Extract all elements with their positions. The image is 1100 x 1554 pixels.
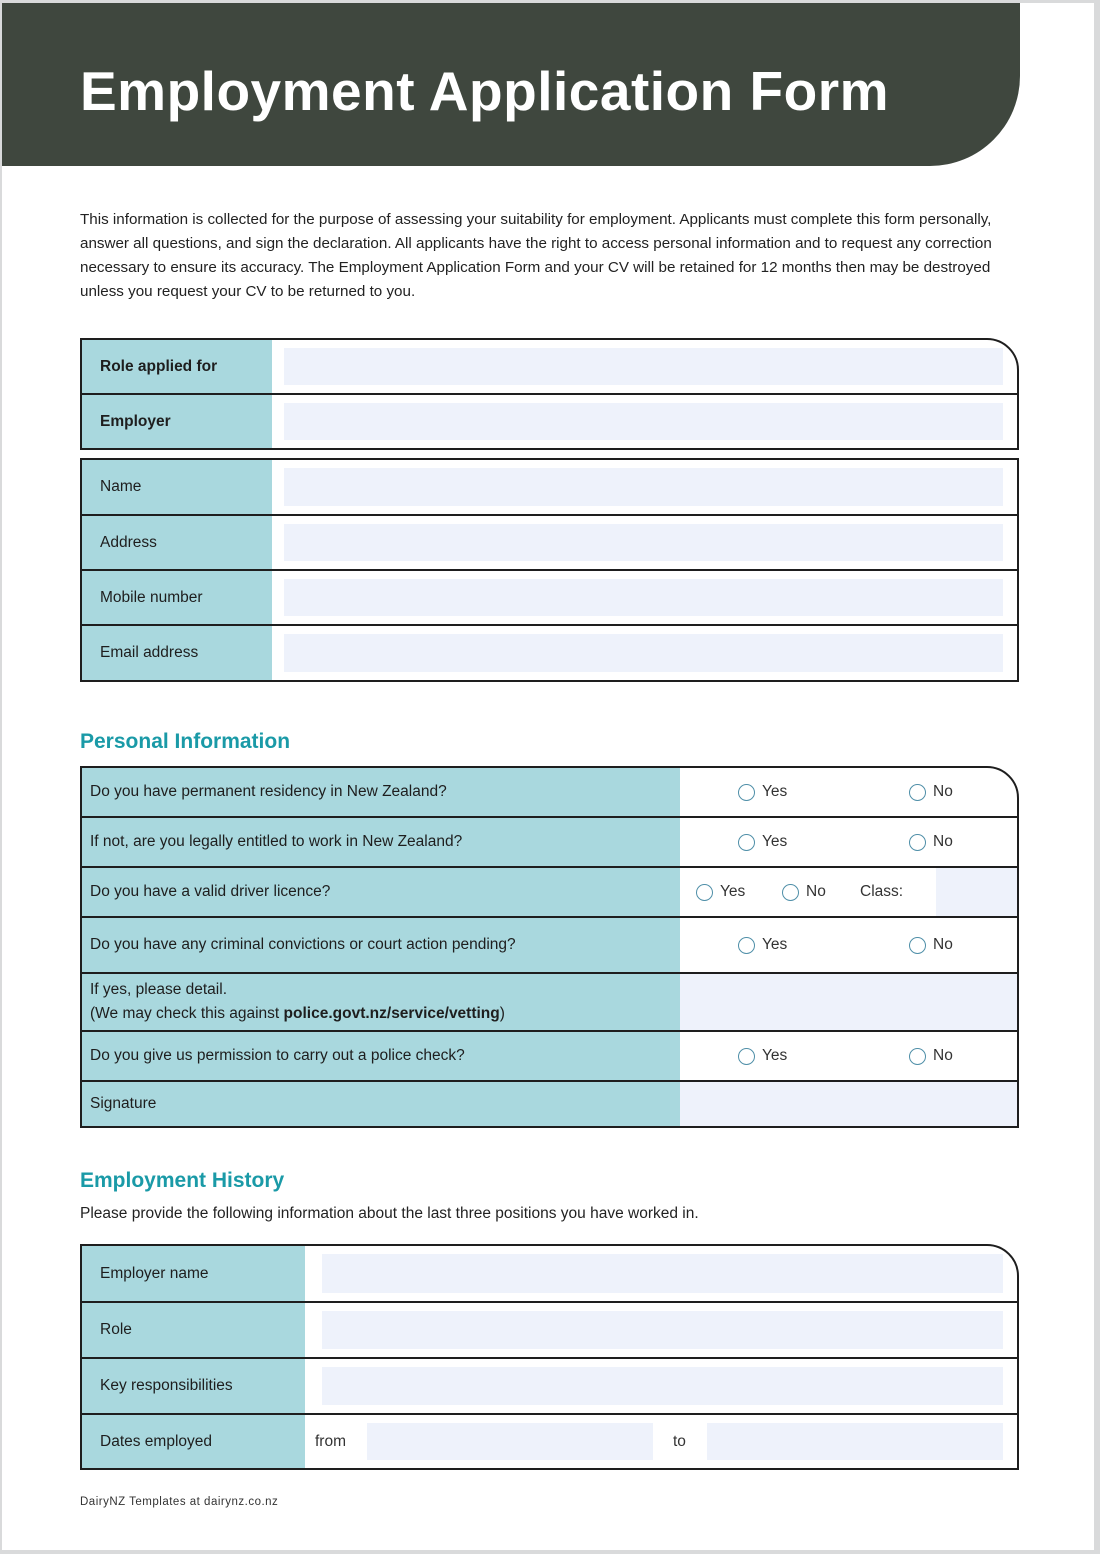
class-field[interactable] [936,868,1017,916]
criminal-row [82,918,1017,974]
name-field[interactable] [284,468,1003,506]
dates-label: Dates employed [82,1415,305,1468]
responsibilities-row [82,1359,1017,1415]
name-label: Name [82,460,272,514]
from-date-field[interactable] [367,1423,653,1460]
to-date-field[interactable] [707,1423,1003,1460]
history-role-label: Role [82,1303,305,1357]
radio-icon[interactable] [909,834,926,851]
role-row [82,340,1017,395]
address-field[interactable] [284,524,1003,561]
employer-field[interactable] [284,403,1003,440]
mobile-row [82,571,1017,626]
entitled-yes-option[interactable]: Yes [738,818,787,866]
radio-icon[interactable] [782,884,799,901]
class-label: Class: [860,883,904,900]
licence-no-option[interactable]: No [782,868,826,916]
footer-text: DairyNZ Templates at dairynz.co.nz [80,1496,279,1508]
employer-name-field[interactable] [322,1254,1003,1293]
form-page [2,3,1094,1550]
history-subtext: Please provide the following information about the last three positions you have worked in. [80,1205,699,1222]
role-field[interactable] [284,348,1003,385]
police-check-row [82,1032,1017,1082]
police-check-yes-option[interactable]: Yes [738,1032,787,1080]
criminal-no-option[interactable]: No [909,918,953,972]
radio-icon[interactable] [696,884,713,901]
police-check-no-option[interactable]: No [909,1032,953,1080]
radio-icon[interactable] [738,834,755,851]
criminal-yes-option[interactable]: Yes [738,918,787,972]
residency-question: Do you have permanent residency in New Zealand? [82,768,680,816]
personal-box [80,766,1019,1128]
mobile-field[interactable] [284,579,1003,616]
name-row [82,460,1017,516]
detail-question: If yes, please detail. (We may check this against police.govt.nz/service/vetting) [82,974,680,1030]
signature-label: Signature [82,1082,680,1126]
history-heading: Employment History [80,1169,285,1192]
dates-row [82,1415,1017,1468]
residency-yes-option[interactable]: Yes [738,768,787,816]
detail-field[interactable] [680,974,1017,1030]
criminal-question: Do you have any criminal convictions or court action pending? [82,918,680,972]
police-check-question: Do you give us permission to carry out a police check? [82,1032,680,1080]
radio-icon[interactable] [738,784,755,801]
history-role-row [82,1303,1017,1359]
contact-box [80,458,1019,682]
employer-name-row [82,1246,1017,1303]
email-label: Email address [82,626,272,680]
signature-row [82,1082,1017,1126]
radio-icon[interactable] [909,784,926,801]
radio-icon[interactable] [738,1048,755,1065]
radio-icon[interactable] [909,937,926,954]
licence-yes-option[interactable]: Yes [696,868,745,916]
police-vetting-link: police.govt.nz/service/vetting [283,1005,500,1022]
personal-heading: Personal Information [80,730,291,753]
intro-paragraph: This information is collected for the purpose of assessing your suitability for employment. Applicants must complete this form personally, answer all questions, and sign the declaration. All applicants have the right to access personal information and to request any correction necessary to ensure its accuracy. The Employment Application Form and your CV will be retained for 12 months then may be destroyed unless you request your CV to be returned to you. [80,211,992,300]
responsibilities-field[interactable] [322,1367,1003,1405]
radio-icon[interactable] [909,1048,926,1065]
entitled-question: If not, are you legally entitled to work in New Zealand? [82,818,680,866]
header-banner [2,3,1020,166]
employer-label: Employer [82,395,272,448]
address-label: Address [82,516,272,569]
history-box [80,1244,1019,1470]
radio-icon[interactable] [738,937,755,954]
licence-row [82,868,1017,918]
employer-name-label: Employer name [82,1246,305,1301]
role-box [80,338,1019,450]
responsibilities-label: Key responsibilities [82,1359,305,1413]
page-title: Employment Application Form [80,60,890,122]
entitled-no-option[interactable]: No [909,818,953,866]
history-role-field[interactable] [322,1311,1003,1349]
email-row [82,626,1017,680]
residency-no-option[interactable]: No [909,768,953,816]
mobile-label: Mobile number [82,571,272,624]
email-field[interactable] [284,634,1003,672]
detail-row [82,974,1017,1032]
employer-row [82,395,1017,448]
signature-field[interactable] [680,1082,1017,1126]
licence-question: Do you have a valid driver licence? [82,868,680,916]
from-label: from [315,1432,346,1450]
residency-row [82,768,1017,818]
to-label: to [673,1432,686,1450]
entitled-row [82,818,1017,868]
role-label: Role applied for [82,340,272,393]
address-row [82,516,1017,571]
